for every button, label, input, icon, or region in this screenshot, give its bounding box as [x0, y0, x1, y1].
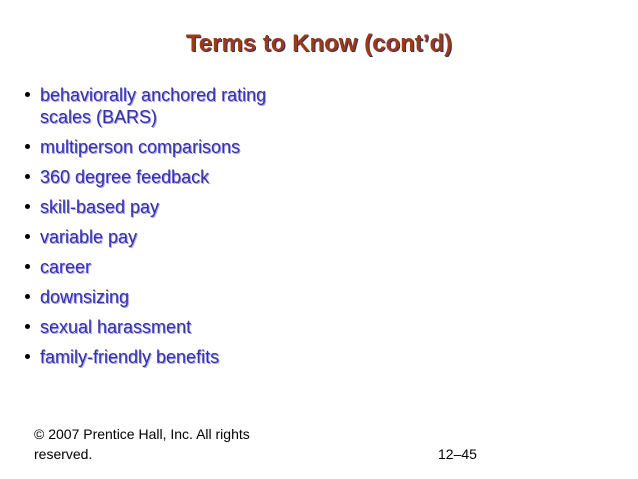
bullet-list	[22, 84, 300, 376]
bullet-dot-icon	[25, 294, 30, 299]
bullet-text: family-friendly benefits	[40, 347, 220, 367]
bullet-dot-icon	[25, 354, 30, 359]
bullet-text: variable pay	[40, 227, 138, 247]
bullet-item	[22, 84, 300, 128]
bullet-text: 360 degree feedback	[40, 167, 210, 187]
bullet-text: skill-based pay	[40, 197, 160, 217]
bullet-text: multiperson comparisons	[40, 137, 241, 157]
bullet-dot-icon	[25, 324, 30, 329]
bullet-item	[22, 286, 300, 308]
bullet-item	[22, 346, 300, 368]
bullet-dot-icon	[25, 92, 30, 97]
bullet-dot-icon	[25, 174, 30, 179]
bullet-dot-icon	[25, 234, 30, 239]
bullet-item	[22, 226, 300, 248]
page-number: 12–45	[438, 446, 477, 462]
bullet-item	[22, 136, 300, 158]
bullet-item	[22, 256, 300, 278]
bullet-dot-icon	[25, 144, 30, 149]
copyright-notice: © 2007 Prentice Hall, Inc. All rights reserved.	[34, 426, 250, 462]
bullet-item	[22, 196, 300, 218]
bullet-item	[22, 316, 300, 338]
bullet-dot-icon	[25, 264, 30, 269]
bullet-dot-icon	[25, 204, 30, 209]
bullet-text: downsizing	[40, 287, 130, 307]
slide-title: Terms to Know (cont’d)	[185, 30, 453, 57]
bullet-text: career	[40, 257, 92, 277]
bullet-item	[22, 166, 300, 188]
bullet-text: behaviorally anchored rating scales (BARS)	[40, 85, 267, 127]
bullet-text: sexual harassment	[40, 317, 192, 337]
